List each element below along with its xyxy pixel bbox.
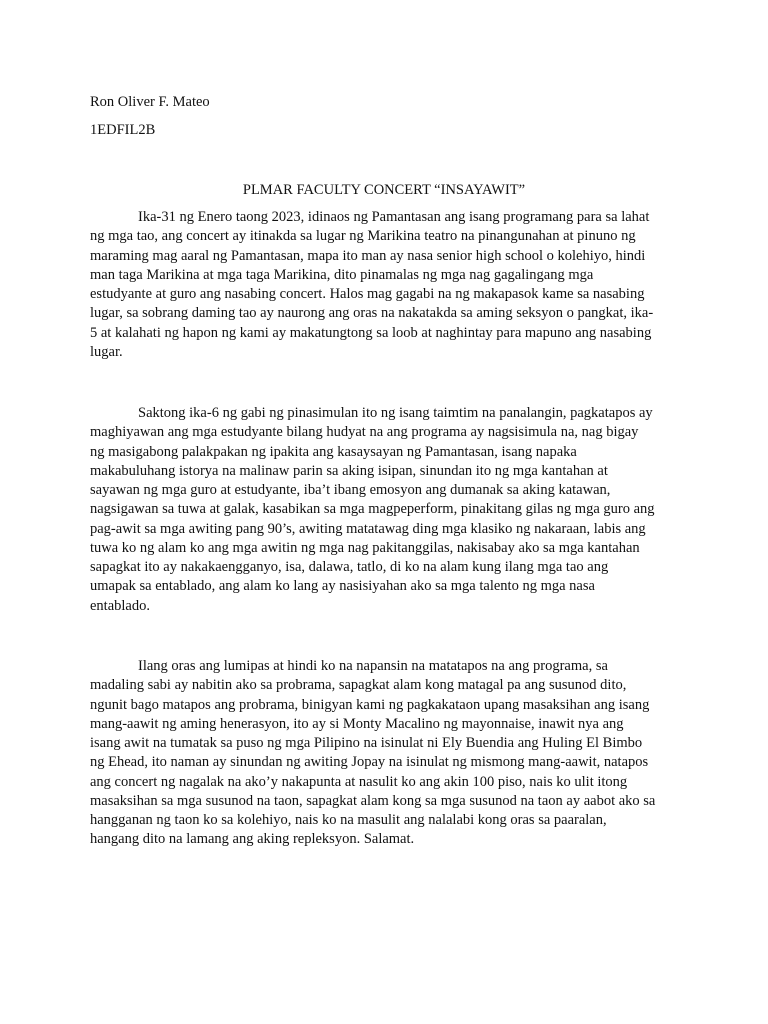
paragraph-line: mang-aawit ng aming henerasyon, ito ay si Monty Macalino ng mayonnaise, inawit nya ang [90, 715, 624, 732]
paragraph-line: Saktong ika-6 ng gabi ng pinasimulan ito ng isang taimtim na panalangin, pagkatapos ay [138, 405, 653, 421]
paragraph-2 [90, 404, 678, 616]
paragraph-line: Ilang oras ang lumipas at hindi ko na napansin na matatapos na ang programa, sa [138, 658, 608, 674]
paragraph-line: ng Ehead, ito naman ay sinundan ng awiting Jopay na isinulat ng mismong mang-aawit, natapos [90, 754, 649, 771]
document-title: PLMAR FACULTY CONCERT “INSAYAWIT” [242, 182, 526, 198]
author-name: Ron Oliver F. Mateo [90, 94, 210, 110]
paragraph-line: nagsigawan sa tuwa at galak, kasabikan sa mga magpeperform, pinakitang gilas ng mga guro ang [90, 501, 655, 518]
paragraph-line: entablado. [90, 597, 150, 614]
paragraph-line: 5 at kalahati ng hapon ng kami ay makatungtong sa loob at naghintay para mapuno ang nasabing [90, 324, 652, 341]
paragraph-line: man taga Marikina at mga taga Marikina, dito pinamalas ng mga nag gagalingang mga [90, 266, 594, 283]
paragraph-line: ngunit bago matapos ang probrama, binigyan kami ng pagkakataon upang masaksihan ang isang [90, 696, 650, 713]
paragraph-line: pag-awit sa mga awiting pang 90’s, awiting matatawag ding mga klasiko ng nakaraan, labis ang [90, 520, 646, 537]
paragraph-line: lugar. [90, 343, 123, 360]
paragraph-line: umapak sa entablado, ang alam ko lang ay nasisiyahan ako sa mga talento ng mga nasa [90, 578, 595, 595]
section-code: 1EDFIL2B [90, 122, 156, 138]
paragraph-line: masaksihan sa mga susunod na taon, sapagkat alam kong sa mga susunod na taon ay aabot ako sa [90, 792, 656, 809]
paragraph-line: ng mga tao, ang concert ay itinakda sa lugar ng Marikina teatro na pinangunahan at pinuno ng [90, 228, 636, 245]
paragraph-3 [90, 657, 678, 850]
paragraph-line: makabuluhang istorya na malinaw parin sa aking isipan, sinundan ito ng mga kantahan at [90, 462, 608, 479]
paragraph-line: sapagkat ito ay nakakaengganyo, isa, dalawa, tatlo, di ko na alam kung ilang mga tao ang [90, 559, 609, 575]
paragraph-line: hangganan ng taon ko sa kolehiyo, nais ko na masulit ang nalalabi kong oras sa paaralan, [90, 812, 607, 828]
paragraph-line: maghiyawan ang mga estudyante bilang hudyat na ang programa ay nagsisimula na, nag bigay [90, 424, 639, 441]
paragraph-line: maraming mag aaral ng Pamantasan, mapa ito man ay nasa senior high school o kolehiyo, hindi [90, 247, 646, 264]
paragraph-line: hangang dito na lamang ang aking repleksyon. Salamat. [90, 831, 415, 848]
paragraph-line: madaling sabi ay nabitin ako sa probrama, sapagkat alam kong matagal pa ang susunod dito, [90, 677, 627, 694]
paragraph-line: tuwa ko ng alam ko ang mga awitin ng mga nag pakitanggilas, nakisabay ako sa mga kantahan [90, 539, 640, 556]
paragraph-line: lugar, sa sobrang daming tao ay naurong ang oras na nakatakda sa aming seksyon o pangkat, ika- [90, 305, 654, 322]
paragraph-line: ang concert ng nagalak na ako’y nakapunta at nasulit ko ang akin 100 piso, nais ko ulit itong [90, 773, 628, 790]
paragraph-line: sayawan ng mga guro at estudyante, iba’t ibang emosyon ang dumanak sa aking katawan, [90, 482, 611, 498]
paragraph-line: ng masigabong palakpakan ng ipakita ang kasaysayan ng Pamantasan, isang napaka [90, 443, 577, 460]
paragraph-line: Ika-31 ng Enero taong 2023, idinaos ng Pamantasan ang isang programang para sa lahat [138, 209, 650, 225]
paragraph-line: estudyante at guro ang nasabing concert. Halos mag gagabi na ng makapasok kame sa nasabing [90, 286, 645, 302]
paragraph-1 [90, 208, 678, 362]
paragraph-line: isang awit na tumatak sa puso ng mga Pilipino na isinulat ni Ely Buendia ang Huling El Bimbo [90, 735, 643, 751]
